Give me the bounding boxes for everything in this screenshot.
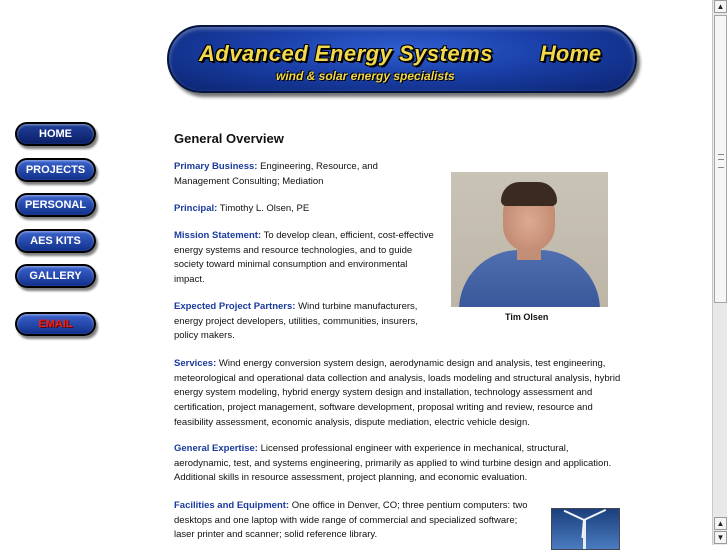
nav-email-button[interactable]	[15, 312, 96, 336]
nav-gallery-label: GALLERY	[29, 270, 82, 282]
banner-subtitle: wind & solar energy specialists	[276, 69, 455, 83]
wind-turbine-thumbnail[interactable]	[551, 508, 620, 550]
nav-home-label: HOME	[39, 128, 72, 140]
partners-text: Wind turbine manufacturers, energy project developers, utilities, communities, insurers, policy makers.	[174, 301, 418, 342]
facilities-label: Facilities and Equipment:	[174, 500, 290, 511]
nav-projects-button[interactable]	[15, 158, 96, 182]
primary-business-label: Primary Business:	[174, 161, 258, 172]
services-text: Wind energy conversion system design, aerodynamic design and analysis, test engineering, meteorological and operational data collection and analysis, loads modeling and structural analysis, hybrid energy system modeling, hybrid energy system design and installation, technology assessment and certification, project management, software development, proposal writing and review, resource and feasibility assessment, economic analysis, dispute mediation, electric vehicle design.	[174, 358, 621, 428]
nav-home-button[interactable]	[15, 122, 96, 146]
banner-home-link[interactable]: Home	[540, 41, 602, 66]
site-banner	[167, 25, 637, 93]
expertise-label: General Expertise:	[174, 443, 258, 454]
mission-text: To develop clean, efficient, cost-effective energy systems and resource technologies, and to guide society toward minimal consumption and environmental impact.	[174, 230, 434, 286]
principal-label: Principal:	[174, 203, 218, 214]
facilities-text: One office in Denver, CO; three pentium computers: two desktops and one laptop with wide range of commercial and specialized software; laser printer and scanner; solid reference library.	[174, 500, 528, 541]
tim-olsen-photo	[451, 172, 608, 307]
facilities-paragraph	[174, 499, 534, 543]
partners-label: Expected Project Partners:	[174, 301, 296, 312]
page-heading: General Overview	[174, 131, 284, 146]
nav-projects-label: PROJECTS	[25, 164, 86, 176]
nav-email-label: EMAIL	[38, 318, 73, 330]
nav-gallery-button[interactable]	[15, 264, 96, 288]
nav-personal-label: PERSONAL	[24, 199, 87, 211]
nav-personal-button[interactable]	[15, 193, 96, 217]
mission-label: Mission Statement:	[174, 230, 262, 241]
scroll-down-arrow-icon[interactable]: ▼	[714, 531, 727, 544]
scrollbar-thumb[interactable]	[714, 15, 727, 303]
primary-business-text: Engineering, Resource, and Management Consulting; Mediation	[174, 161, 378, 187]
services-label: Services:	[174, 358, 217, 369]
partners-paragraph	[174, 300, 436, 344]
expertise-paragraph	[174, 442, 620, 486]
nav-aes-kits-button[interactable]	[15, 229, 96, 253]
primary-business-paragraph	[174, 160, 434, 189]
nav-aes-kits-label: AES KITS	[30, 235, 81, 247]
principal-text: Timothy L. Olsen, PE	[217, 203, 310, 214]
scroll-up-arrow-icon-lower[interactable]: ▲	[714, 517, 727, 530]
banner-title: Advanced Energy Systems	[199, 41, 493, 66]
expertise-text: Licensed professional engineer with experience in mechanical, structural, aerodynamic, test, and systems engineering, primarily as applied to wind turbine design and application. Additional skills in resource assessment, project planning, and economic evaluation.	[174, 443, 612, 484]
vertical-scrollbar[interactable]	[712, 0, 727, 545]
photo-caption: Tim Olsen	[505, 312, 549, 322]
services-paragraph	[174, 357, 630, 431]
mission-paragraph	[174, 229, 440, 288]
scroll-up-arrow-icon[interactable]: ▲	[714, 0, 727, 13]
principal-paragraph	[174, 202, 434, 217]
